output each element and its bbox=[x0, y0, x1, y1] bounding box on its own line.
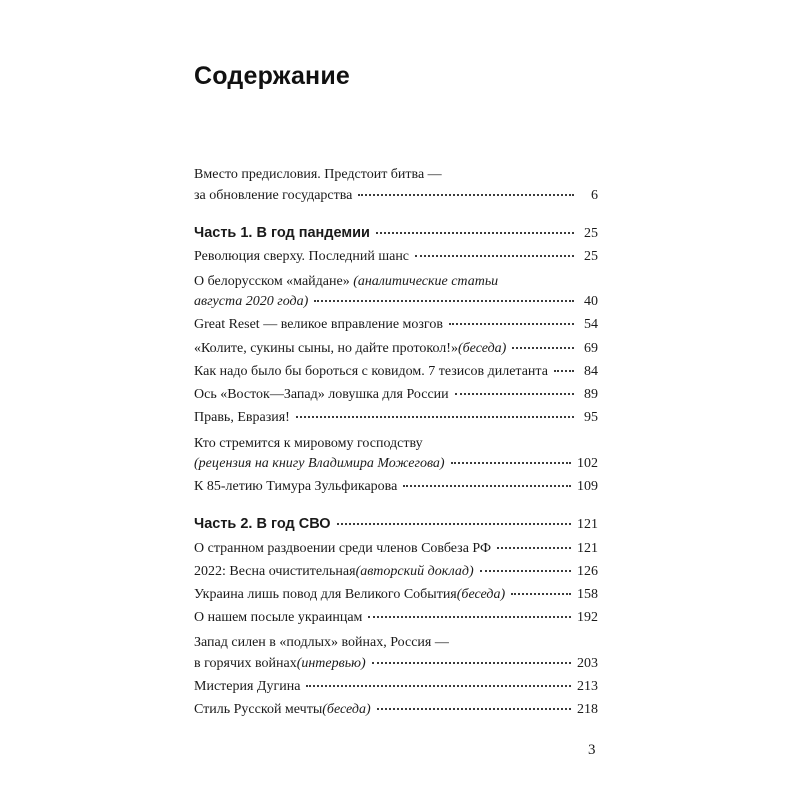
dot-leader bbox=[337, 523, 571, 525]
toc-entry-text: О странном раздвоении среди членов Совбеза РФ bbox=[194, 541, 492, 556]
toc-page-number: 158 bbox=[577, 587, 598, 602]
dot-leader bbox=[512, 347, 574, 349]
dot-leader bbox=[511, 593, 571, 595]
toc-part-1 bbox=[194, 224, 598, 243]
toc-entry bbox=[194, 655, 598, 673]
toc-entry bbox=[194, 678, 598, 696]
toc-entry bbox=[194, 455, 598, 473]
toc-entry-text: «Колите, сукины сыны, но дайте протокол!» bbox=[194, 341, 458, 356]
toc-entry-note: (авторский доклад) bbox=[355, 564, 474, 579]
toc-page-number: 95 bbox=[584, 410, 598, 425]
toc-entry bbox=[194, 609, 598, 627]
toc-entry-text: за обновление государства bbox=[194, 188, 353, 203]
toc-page-number: 126 bbox=[577, 564, 598, 579]
toc-entry-text: 2022: Весна очистительная bbox=[194, 564, 356, 579]
toc-entry-note: (беседа) bbox=[457, 341, 507, 356]
toc-entry bbox=[194, 340, 598, 358]
toc-page-number: 121 bbox=[577, 541, 598, 556]
toc-entry-text: Как надо было бы бороться с ковидом. 7 тезисов дилетанта bbox=[194, 364, 548, 379]
dot-leader bbox=[358, 194, 574, 196]
dot-leader bbox=[403, 485, 571, 487]
toc-page-number: 6 bbox=[591, 188, 598, 203]
toc-page-number: 89 bbox=[584, 387, 598, 402]
toc-entry-text: Революция сверху. Последний шанс bbox=[194, 249, 410, 264]
toc-page-number: 121 bbox=[577, 517, 598, 532]
toc-page-number: 25 bbox=[584, 226, 598, 241]
toc-entry-text: О белорусском «майдане» bbox=[194, 274, 354, 289]
dot-leader bbox=[451, 462, 571, 464]
page-number: 3 bbox=[588, 742, 596, 758]
toc-entry-text: Правь, Евразия! bbox=[194, 410, 290, 425]
toc-page-number: 218 bbox=[577, 702, 598, 717]
toc-entry bbox=[194, 540, 598, 558]
dot-leader bbox=[376, 232, 574, 234]
toc-entry-note: (беседа) bbox=[322, 702, 371, 717]
toc-entry-text: Стиль Русской мечты bbox=[194, 702, 323, 717]
toc-entry-text: О нашем посыле украинцам bbox=[194, 610, 363, 625]
toc-entry-text: Украина лишь повод для Великого События bbox=[194, 587, 457, 602]
toc-entry-text: Great Reset — великое вправление мозгов bbox=[194, 317, 443, 332]
toc-entry-text: Вместо предисловия. Предстоит битва — bbox=[194, 167, 442, 182]
toc-entry-note: (аналитические статьи bbox=[353, 274, 499, 289]
dot-leader bbox=[449, 323, 574, 325]
toc-entry bbox=[194, 363, 598, 381]
toc-page-number: 69 bbox=[584, 341, 598, 356]
toc-entry-line1 bbox=[194, 634, 449, 652]
toc-entry-note: (интервью) bbox=[296, 656, 366, 671]
dot-leader bbox=[455, 393, 574, 395]
toc-entry-note: августа 2020 года) bbox=[194, 294, 309, 309]
toc-entry bbox=[194, 248, 598, 266]
toc-page-number: 109 bbox=[577, 479, 598, 494]
dot-leader bbox=[296, 416, 574, 418]
toc-part-title: Часть 1. В год пандемии bbox=[194, 225, 370, 241]
toc-page-number: 203 bbox=[577, 656, 598, 671]
toc-entry-note: (рецензия на книгу Владимира Можегова) bbox=[194, 456, 445, 471]
toc-page-number: 84 bbox=[584, 364, 598, 379]
toc-entry-text: Кто стремится к мировому господству bbox=[194, 436, 423, 451]
toc-part-2 bbox=[194, 515, 598, 534]
toc-entry-text: Ось «Восток—Запад» ловушка для России bbox=[194, 387, 449, 402]
toc-entry-line1 bbox=[194, 435, 423, 453]
dot-leader bbox=[480, 570, 571, 572]
toc-entry-preface bbox=[194, 187, 598, 205]
toc-page-number: 54 bbox=[584, 317, 598, 332]
toc-page-number: 192 bbox=[577, 610, 598, 625]
toc-page-number: 40 bbox=[584, 294, 598, 309]
dot-leader bbox=[554, 370, 574, 372]
toc-part-title: Часть 2. В год СВО bbox=[194, 516, 331, 532]
dot-leader bbox=[415, 255, 574, 257]
dot-leader bbox=[306, 685, 571, 687]
toc-entry-text: Запад силен в «подлых» войнах, Россия — bbox=[194, 635, 449, 650]
toc-page-number: 102 bbox=[577, 456, 598, 471]
toc-entry bbox=[194, 386, 598, 404]
toc-entry bbox=[194, 586, 598, 604]
toc-entry bbox=[194, 316, 598, 334]
dot-leader bbox=[497, 547, 571, 549]
toc-entry-text: Мистерия Дугина bbox=[194, 679, 301, 694]
toc-entry bbox=[194, 478, 598, 496]
toc-entry-line1 bbox=[194, 273, 498, 291]
dot-leader bbox=[368, 616, 571, 618]
toc-entry-text: К 85-летию Тимура Зульфикарова bbox=[194, 479, 398, 494]
toc-entry bbox=[194, 701, 598, 719]
dot-leader bbox=[314, 300, 574, 302]
toc-entry-text: в горячих войнах bbox=[194, 656, 297, 671]
toc-page-number: 213 bbox=[577, 679, 598, 694]
toc-entry bbox=[194, 409, 598, 427]
dot-leader bbox=[377, 708, 571, 710]
toc-entry-preface-line1 bbox=[194, 166, 442, 184]
dot-leader bbox=[372, 662, 571, 664]
toc-entry-note: (беседа) bbox=[456, 587, 506, 602]
toc-page-number: 25 bbox=[584, 249, 598, 264]
toc-entry bbox=[194, 563, 598, 581]
toc-entry bbox=[194, 293, 598, 311]
page-title: Содержание bbox=[194, 62, 351, 90]
